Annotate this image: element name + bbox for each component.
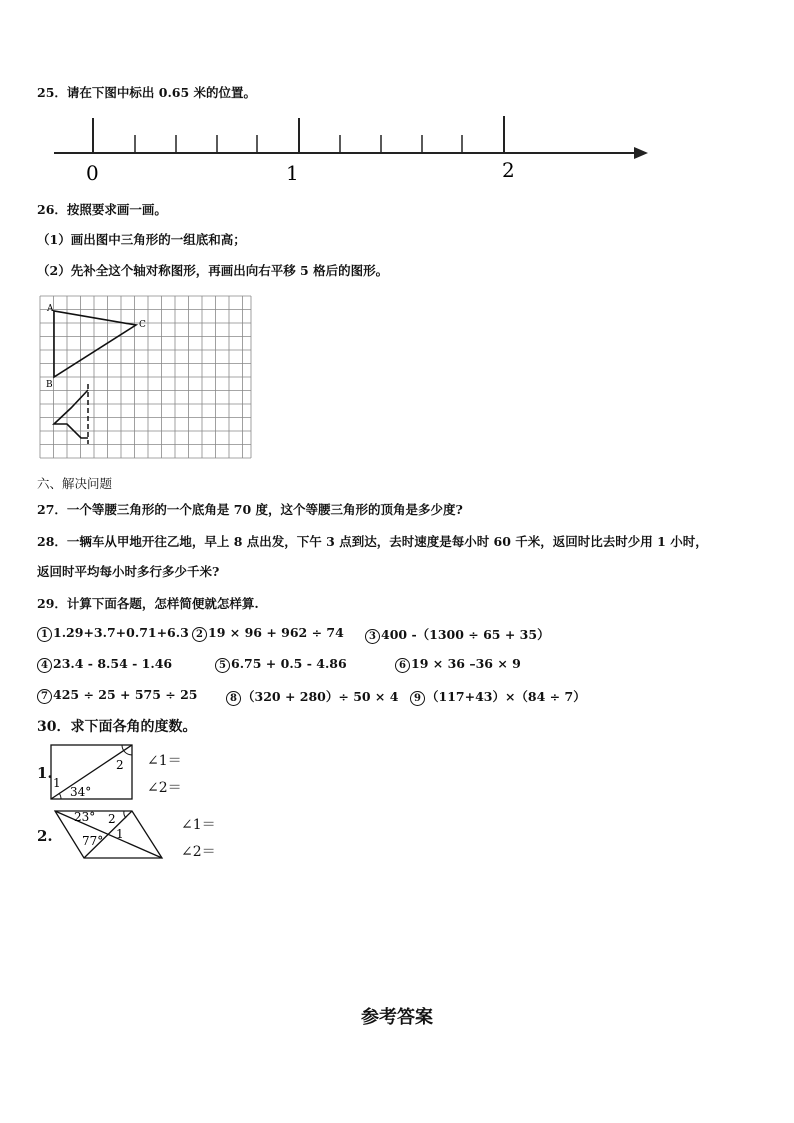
fig2-angle-23: 23° — [74, 810, 96, 824]
q29-item-7: 7 425 ÷ 25 + 575 ÷ 25 — [37, 687, 198, 704]
q29-item-2: 2 19 × 96 + 962 ÷ 74 — [192, 625, 344, 642]
q29-item-1: 1 1.29+3.7+0.71+6.3 — [37, 625, 189, 642]
fig1-label-2: 2 — [116, 758, 124, 772]
label-b: B — [46, 380, 53, 390]
q26-grid-figure — [36, 294, 256, 460]
fig2-parallelogram-figure — [52, 808, 167, 862]
fig1-rectangle-figure — [48, 742, 138, 802]
q29-item-6: 6 19 × 36 –36 × 9 — [395, 656, 521, 673]
q25-text: 25．请在下图中标出 0.65 米的位置。 — [37, 85, 257, 100]
fig2-answer-2: ∠2＝ — [181, 844, 216, 860]
q26-sub1: （1）画出图中三角形的一组底和高； — [37, 232, 246, 247]
q26-title: 26．按照要求画一画。 — [37, 202, 167, 217]
q29-item-5: 5 6.75 + 0.5 - 4.86 — [215, 656, 347, 673]
axis-label-0: 0 — [86, 161, 99, 185]
q29-item-4: 4 23.4 - 8.54 - 1.46 — [37, 656, 172, 673]
q28-line1: 28．一辆车从甲地开往乙地，早上 8 点出发，下午 3 点到达，去时速度是每小时 60 千米，返回时比去时少用 1 小时， — [37, 534, 708, 549]
fig1-answer-1: ∠1＝ — [147, 753, 182, 769]
q28-line2: 返回时平均每小时多行多少千米? — [37, 564, 220, 579]
fig1-angle-34: 34° — [70, 785, 92, 799]
answer-heading: 参考答案 — [361, 1007, 433, 1028]
fig1-number: 1. — [37, 764, 53, 782]
label-c: C — [139, 320, 146, 330]
q29-item-8: 8 （320 + 280）÷ 50 × 4 — [226, 687, 398, 706]
fig2-number: 2. — [37, 827, 53, 845]
axis-label-1: 1 — [286, 161, 299, 185]
label-a: A — [47, 304, 54, 314]
section6-heading: 六、解决问题 — [37, 476, 113, 491]
axis-label-2: 2 — [502, 158, 515, 182]
fig1-answer-2: ∠2＝ — [147, 780, 182, 796]
q29-item-3: 3 400 -（1300 ÷ 65 + 35） — [365, 625, 550, 644]
q29-title: 29．计算下面各题，怎样简便就怎样算. — [37, 596, 259, 611]
q27-text: 27．一个等腰三角形的一个底角是 70 度，这个等腰三角形的顶角是多少度? — [37, 502, 463, 517]
fig2-label-1: 1 — [116, 827, 124, 841]
q29-item-9: 9 （117+43）×（84 ÷ 7） — [410, 687, 586, 706]
fig2-answer-1: ∠1＝ — [181, 817, 216, 833]
fig2-angle-77: 77° — [82, 834, 104, 848]
fig1-label-1: 1 — [53, 776, 61, 790]
fig2-label-2: 2 — [108, 812, 116, 826]
q30-title: 30．求下面各角的度数。 — [37, 719, 197, 735]
triangle-abc — [54, 311, 136, 377]
q26-sub2: （2）先补全这个轴对称图形，再画出向右平移 5 格后的图形。 — [37, 263, 389, 278]
number-line — [50, 110, 660, 185]
